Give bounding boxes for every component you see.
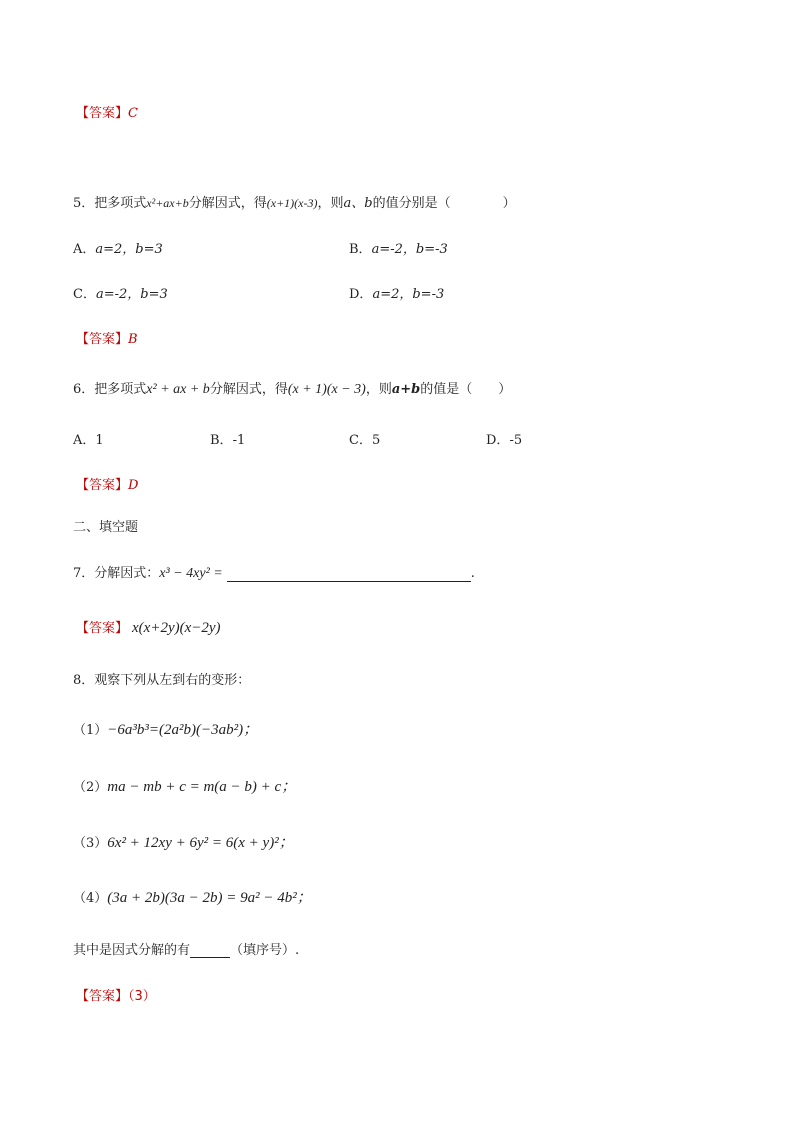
item-expression: −6a³b³=(2a²b)(−3ab²)； — [107, 722, 259, 738]
q5-option-a[interactable] — [73, 238, 163, 257]
question-8-stem: 8．观察下列从左到右的变形： — [73, 673, 251, 688]
q6-suffix: 的值是（ ） — [420, 382, 512, 397]
answer-value: C — [128, 106, 138, 121]
q8-ask — [73, 939, 299, 958]
option-letter: A． — [73, 242, 96, 257]
q5-polynomial: x²+ax+b — [146, 196, 189, 210]
item-number: （1） — [73, 723, 108, 738]
option-text: -1 — [232, 433, 246, 448]
item-expression: 6x² + 12xy + 6y² = 6(x + y)²； — [107, 835, 294, 851]
item-expression: (3a + 2b)(3a − 2b) = 9a² − 4b²； — [107, 890, 312, 906]
q6-option-b[interactable] — [210, 429, 245, 448]
answer-label: 【答案】 — [76, 478, 129, 493]
item-number: （3） — [73, 836, 108, 851]
q6-then: ，则 — [365, 382, 392, 397]
q5-option-d[interactable] — [349, 283, 444, 302]
answer-8 — [76, 985, 156, 1004]
q7-prefix: 7．分解因式： — [73, 566, 160, 581]
q8-item-3 — [73, 831, 294, 852]
q6-option-c[interactable] — [349, 429, 380, 448]
q6-option-a[interactable] — [73, 429, 104, 448]
q5-mid-text: 分解因式，得 — [188, 196, 267, 211]
option-letter: C． — [349, 433, 372, 448]
option-text: a=2，b=3 — [95, 242, 163, 257]
answer-6 — [76, 474, 138, 493]
q8-ask-prefix: 其中是因式分解的有 — [73, 943, 191, 958]
option-text: a=-2，b=-3 — [371, 242, 448, 257]
option-text: a=-2，b=3 — [95, 287, 168, 302]
q5-suffix: 的值分别是（ ） — [372, 196, 516, 211]
answer-value: （3） — [128, 989, 156, 1004]
answer-label: 【答案】 — [76, 332, 129, 347]
answer-5 — [76, 328, 138, 347]
option-letter: D． — [349, 287, 373, 302]
item-number: （2） — [73, 780, 108, 795]
option-text: a=2，b=-3 — [372, 287, 445, 302]
q7-end: . — [470, 566, 475, 581]
q8-ask-suffix: （填序号）. — [230, 943, 300, 958]
section-heading: 二、填空题 — [73, 520, 139, 535]
answer-7 — [76, 617, 221, 637]
q8-item-4 — [73, 886, 312, 907]
item-number: （4） — [73, 891, 108, 906]
q6-option-d[interactable] — [486, 429, 522, 448]
q7-expression: x³ − 4xy² = — [159, 566, 223, 581]
q5-vars: a、b — [343, 196, 373, 211]
q5-option-c[interactable] — [73, 283, 168, 302]
q5-factors: (x+1)(x-3) — [266, 196, 318, 210]
option-letter: A． — [73, 433, 96, 448]
q6-prefix: 6．把多项式 — [73, 382, 147, 397]
answer-label: 【答案】 — [76, 989, 129, 1004]
q5-prefix: 5．把多项式 — [73, 196, 147, 211]
q6-sum: a+b — [391, 382, 421, 397]
q5-then: ，则 — [317, 196, 344, 211]
question-6-stem — [73, 378, 511, 398]
answer-value: B — [128, 332, 138, 347]
answer-label: 【答案】 — [76, 621, 129, 636]
q5-option-b[interactable] — [349, 238, 448, 257]
answer-blank[interactable] — [190, 944, 230, 958]
option-letter: D． — [486, 433, 510, 448]
q6-factors: (x + 1)(x − 3) — [287, 382, 366, 397]
answer-value: D — [128, 478, 139, 493]
q6-polynomial: x² + ax + b — [146, 382, 210, 397]
option-text: -5 — [509, 433, 523, 448]
option-letter: B． — [210, 433, 233, 448]
answer-blank[interactable] — [227, 568, 471, 582]
answer-4 — [76, 102, 138, 121]
question-5-stem — [73, 192, 516, 211]
option-text: 5 — [371, 433, 381, 448]
option-letter: B． — [349, 242, 372, 257]
answer-label: 【答案】 — [76, 106, 129, 121]
q8-item-2 — [73, 775, 296, 796]
option-letter: C． — [73, 287, 96, 302]
question-7-stem — [73, 562, 475, 582]
item-expression: ma − mb + c = m(a − b) + c； — [107, 779, 297, 795]
answer-value: x(x+2y)(x−2y) — [132, 620, 221, 636]
q8-item-1 — [73, 718, 258, 739]
q6-mid-text: 分解因式，得 — [209, 382, 288, 397]
option-text: 1 — [95, 433, 104, 448]
